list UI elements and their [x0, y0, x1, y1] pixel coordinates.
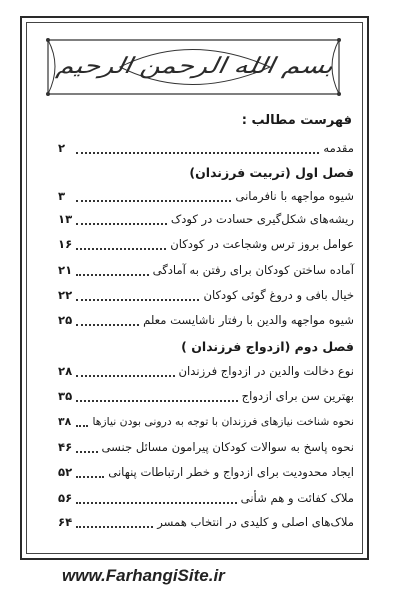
- toc-entry-title: نحوه شناخت نیازهای فرزندان با توجه به درونی بودن نیازها: [92, 414, 354, 428]
- toc-entry-title: ملاک کفائت و هم شأنی: [240, 491, 354, 505]
- toc-entry-title: شیوه مواجهه والدین با رفتار ناشایست معلم: [143, 313, 354, 327]
- dot-leader: [76, 366, 175, 377]
- toc-entry[interactable]: [58, 209, 354, 229]
- toc-entry-page: ۳: [58, 189, 66, 203]
- toc-entry-page: ۱۳: [58, 212, 73, 226]
- toc-entry[interactable]: [58, 462, 354, 482]
- toc-entry-page: ۵۲: [58, 465, 73, 479]
- dot-leader: [76, 239, 166, 250]
- toc-entry[interactable]: [58, 260, 354, 280]
- toc-entry[interactable]: [58, 386, 354, 406]
- toc-entry-title: خیال بافی و دروغ گوئی کودکان: [203, 288, 354, 302]
- toc-entry-title: نحوه پاسخ به سوالات کودکان پیرامون مسائل جنسی: [101, 440, 354, 454]
- dot-leader: [76, 315, 139, 326]
- toc-entry[interactable]: [58, 186, 354, 206]
- toc-entry[interactable]: [58, 234, 354, 254]
- toc-entry-title: ریشه‌های شکل‌گیری حسادت در کودک: [170, 212, 354, 226]
- bismillah-calligraphy: بسم الله الرحمن الرحيم: [54, 53, 336, 79]
- dot-leader: [76, 493, 237, 504]
- toc-entry-title: عوامل بروز ترس وشجاعت در کودکان: [170, 237, 354, 251]
- dot-leader: [76, 143, 319, 154]
- toc-entry-page: ۱۶: [58, 237, 73, 251]
- dot-leader: [76, 467, 104, 478]
- toc-entry[interactable]: [58, 361, 354, 381]
- toc-entry[interactable]: [58, 512, 354, 532]
- toc-entry-page: ۲۱: [58, 263, 73, 277]
- toc-entry-title: ملاک‌های اصلی و کلیدی در انتخاب همسر: [157, 515, 354, 529]
- toc-title: فهرست مطالب :: [241, 113, 352, 128]
- toc-entry-title: مقدمه: [323, 141, 354, 155]
- dot-leader: [76, 391, 238, 402]
- toc-entry-page: ۳۵: [58, 389, 73, 403]
- toc-entry-page: ۶۴: [58, 515, 73, 529]
- toc-entry-title: نوع دخالت والدین در ازدواج فرزندان: [178, 364, 354, 378]
- dot-leader: [76, 290, 199, 301]
- chapter-2-heading: فصل دوم (ازدواج فرزندان ): [181, 338, 354, 354]
- site-watermark: www.FarhangiSite.ir: [62, 566, 225, 585]
- toc-entry-title: شیوه مواجهه با نافرمانی: [235, 189, 354, 203]
- toc-entry-intro[interactable]: [58, 138, 354, 158]
- dot-leader: [76, 442, 98, 453]
- toc-entry[interactable]: [58, 285, 354, 305]
- toc-entry-title: ایجاد محدودیت برای ازدواج و خطر ارتباطات پنهانی: [108, 465, 354, 479]
- dot-leader: [76, 191, 231, 202]
- toc-entry[interactable]: [58, 310, 354, 330]
- toc-entry-title: بهترین سن برای ازدواج: [241, 389, 354, 403]
- toc-entry[interactable]: [58, 488, 354, 508]
- toc-entry-page: ۵۶: [58, 491, 73, 505]
- chapter-1-heading: فصل اول (تربیت فرزندان): [189, 164, 354, 180]
- toc-entry-page: ۲۲: [58, 288, 73, 302]
- toc-entry-page: ۴۶: [58, 440, 73, 454]
- toc-entry[interactable]: [58, 437, 354, 457]
- dot-leader: [76, 416, 88, 427]
- toc-entry-page: ۳۸: [58, 414, 72, 428]
- dot-leader: [76, 517, 153, 528]
- dot-leader: [76, 265, 149, 276]
- toc-entry-page: ۲۸: [58, 364, 73, 378]
- toc-entry-page: ۲: [58, 141, 66, 155]
- toc-entry[interactable]: [58, 411, 354, 431]
- toc-entry-title: آماده ساختن کودکان برای رفتن به آمادگی: [152, 263, 354, 277]
- dot-leader: [76, 214, 167, 225]
- toc-entry-page: ۲۵: [58, 313, 73, 327]
